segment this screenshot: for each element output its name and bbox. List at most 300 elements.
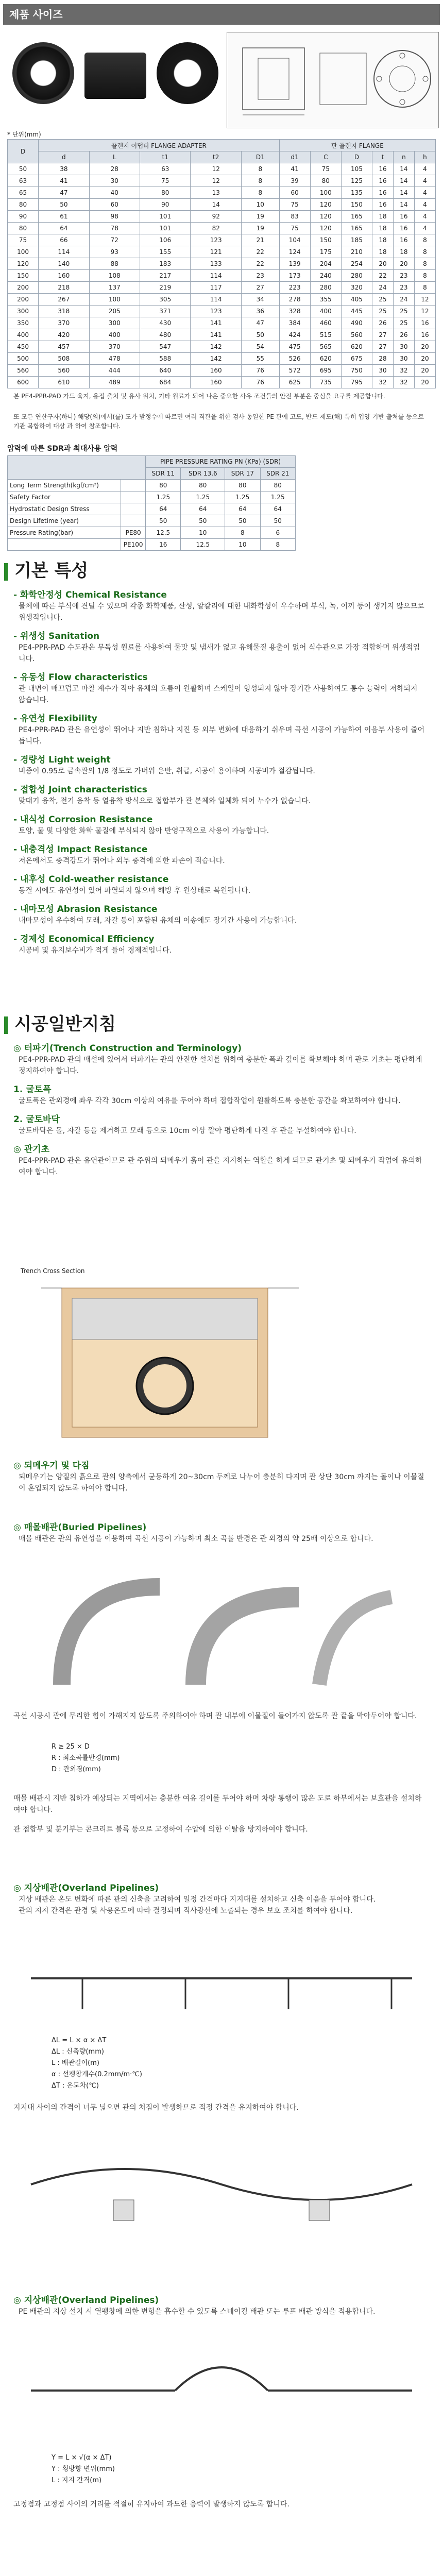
trench-cross-section-icon <box>21 1278 309 1443</box>
table-cell: 560 <box>341 329 372 341</box>
table-cell: 695 <box>310 365 341 377</box>
table-cell: 675 <box>341 353 372 365</box>
table-cell: 223 <box>279 282 310 294</box>
col-header: D1 <box>241 151 279 163</box>
table-cell: 50 <box>241 329 279 341</box>
table-row <box>8 175 436 187</box>
table-cell: 625 <box>279 377 310 388</box>
table-cell: 80 <box>310 175 341 187</box>
table-cell: 80 <box>181 480 225 492</box>
table-cell: 560 <box>8 365 39 377</box>
table-cell: 30 <box>372 365 394 377</box>
row-sub <box>121 492 146 503</box>
table-cell: 23 <box>241 270 279 282</box>
table-cell: 16 <box>146 539 181 551</box>
table-cell: 489 <box>89 377 140 388</box>
table-cell: 140 <box>39 258 89 270</box>
table-cell: 78 <box>89 223 140 234</box>
table-cell: 80 <box>146 480 181 492</box>
table-cell: 620 <box>341 341 372 353</box>
table-cell: 142 <box>191 353 241 365</box>
section-bar-icon <box>4 563 8 581</box>
table-cell: 12.5 <box>181 539 225 551</box>
table-row <box>8 341 436 353</box>
table-cell: 500 <box>8 353 39 365</box>
table-cell: 12.5 <box>146 527 181 539</box>
pressure-corner <box>8 456 146 480</box>
table-cell: 18 <box>372 246 394 258</box>
table-cell: 175 <box>310 246 341 258</box>
table-cell: 384 <box>279 317 310 329</box>
table-cell: 12 <box>191 175 241 187</box>
table-cell: 12 <box>191 163 241 175</box>
table-cell: 80 <box>140 187 191 199</box>
overland2-block: ◎ 지상배관(Overland Pipelines) PE 배관의 지상 설치 시 열팽창에 의한 변형을 흡수할 수 있도록 스네이킹 배관 또는 루프 배관 방식을 적용합니다. <box>13 2295 376 2316</box>
table-cell: 18 <box>393 246 414 258</box>
table-cell: 93 <box>89 246 140 258</box>
table-cell: 83 <box>279 211 310 223</box>
table-row <box>8 187 436 199</box>
table-cell: 450 <box>8 341 39 353</box>
table-cell: 14 <box>191 199 241 211</box>
table-cell: 50 <box>146 515 181 527</box>
table-cell: 173 <box>279 270 310 282</box>
buried-formula: R ≥ 25 × D R : 최소곡률반경(mm) D : 관외경(mm) <box>52 1743 120 1773</box>
table-cell: 64 <box>225 503 260 515</box>
table-cell: 305 <box>140 294 191 306</box>
table-cell: 55 <box>241 353 279 365</box>
table-cell: 200 <box>8 282 39 294</box>
feature-text: PE4-PPR-PAD 수도관은 무독성 원료를 사용하여 물맛 및 냄새가 없고 유해물질 용출이 없어 식수관으로 가장 적합하며 위생적입니다. <box>19 643 420 663</box>
table-cell: 23 <box>393 282 414 294</box>
table-cell: 18 <box>372 234 394 246</box>
table-cell: 20 <box>414 341 435 353</box>
table-cell: 80 <box>8 199 39 211</box>
table-cell: 47 <box>39 187 89 199</box>
table-cell: 28 <box>89 163 140 175</box>
row-sub <box>121 515 146 527</box>
table-cell: 60 <box>89 199 140 211</box>
table-cell: 16 <box>372 163 394 175</box>
table-cell: 41 <box>279 163 310 175</box>
table-cell: 14 <box>393 163 414 175</box>
table-cell: 50 <box>8 163 39 175</box>
table-row <box>8 492 296 503</box>
table-cell: 80 <box>260 480 295 492</box>
table-cell: 16 <box>393 234 414 246</box>
table-row <box>8 294 436 306</box>
overland2-diagram <box>21 2339 422 2442</box>
buried-p2: 곡선 시공시 관에 무리한 힘이 가해지지 않도록 주의하여야 하며 관 내부에 이물질이 들어가지 않도록 관 끝을 막아두어야 합니다. <box>13 1712 417 1720</box>
table-cell: 80 <box>225 480 260 492</box>
table-cell: 120 <box>310 199 341 211</box>
trench-diagram <box>21 1278 309 1443</box>
table-cell: 8 <box>241 187 279 199</box>
table-cell: 14 <box>393 175 414 187</box>
row-sub <box>121 480 146 492</box>
flange-adapter-image <box>12 42 74 104</box>
table-row <box>8 377 436 388</box>
feature-text: 맞대기 융착, 전기 융착 등 열융착 방식으로 접합부가 관 본체와 일체화 되어 누수가 없습니다. <box>19 797 311 805</box>
table-cell: 30 <box>89 175 140 187</box>
table-cell: 139 <box>279 258 310 270</box>
overland2-formula: Y = L × √(α × ΔT) Y : 횡방향 변위(mm) L : 지지 간격(m) <box>52 2454 115 2484</box>
table-cell: 640 <box>140 365 191 377</box>
table-cell: 21 <box>241 234 279 246</box>
table-cell: 64 <box>146 503 181 515</box>
table-cell: 105 <box>341 163 372 175</box>
table-cell: 795 <box>341 377 372 388</box>
section-bar-icon <box>4 1016 8 1034</box>
table-cell: 120 <box>8 258 39 270</box>
table-cell: 34 <box>241 294 279 306</box>
overland-block: ◎ 지상배관(Overland Pipelines) 지상 배관은 온도 변화에 따른 관의 신축을 고려하여 일정 간격마다 지지대를 설치하고 신축 이음을 두어야 합니다. 관의 지지 간격은 관경 및 사용온도에 따라 결정되며 직사광선에 노출되는 경우 보호 조치를 하여야 합니다. <box>13 1883 376 1915</box>
construction-text: PE4-PPR-PAD 관은 유연관이므로 관 주위의 되메우기 흙이 관을 지지하는 역할을 하게 되므로 관기초 및 되메우기 작업에 유의하여야 합니다. <box>19 1157 422 1176</box>
table-cell: 4 <box>414 211 435 223</box>
table-row <box>8 503 296 515</box>
col-header: n <box>393 151 414 163</box>
table-cell: 32 <box>372 377 394 388</box>
table-row <box>8 223 436 234</box>
table-cell: 490 <box>341 317 372 329</box>
table-row <box>8 270 436 282</box>
table-cell: 30 <box>393 341 414 353</box>
col-header: t2 <box>191 151 241 163</box>
table-cell: 19 <box>241 211 279 223</box>
table-cell: 217 <box>140 270 191 282</box>
table-row <box>8 234 436 246</box>
table-cell: 38 <box>39 163 89 175</box>
col-header: h <box>414 151 435 163</box>
table-cell: 204 <box>310 258 341 270</box>
table-cell: 320 <box>341 282 372 294</box>
table-row <box>8 306 436 317</box>
table-cell: 10 <box>241 199 279 211</box>
table-cell: 405 <box>341 294 372 306</box>
table-cell: 254 <box>341 258 372 270</box>
table-cell: 125 <box>341 175 372 187</box>
table-cell: 27 <box>372 341 394 353</box>
table-cell: 600 <box>8 377 39 388</box>
table-cell: 735 <box>310 377 341 388</box>
table-cell: 1.25 <box>225 492 260 503</box>
table-row <box>8 480 296 492</box>
table-cell: 160 <box>191 377 241 388</box>
table-cell: 4 <box>414 223 435 234</box>
table-cell: 165 <box>341 223 372 234</box>
table-cell: 16 <box>393 211 414 223</box>
table-cell: 80 <box>8 223 39 234</box>
table-cell: 8 <box>414 282 435 294</box>
table-cell: 32 <box>393 377 414 388</box>
dimension-drawing-icon <box>227 32 438 128</box>
table-cell: 480 <box>140 329 191 341</box>
size-table <box>7 139 436 388</box>
table-cell: 684 <box>140 377 191 388</box>
table-cell: 25 <box>393 306 414 317</box>
table-cell: 150 <box>310 234 341 246</box>
anchor-block <box>13 2571 425 2576</box>
table-cell: 160 <box>191 365 241 377</box>
backfill-block: ◎ 되메우기 및 다짐 되메우기는 양질의 흙으로 관의 양측에서 균등하게 20~30cm 두께로 나누어 충분히 다지며 관 상단 30cm 까지는 돌이나 이물질이 혼입되지 않도록 하여야 합니다. <box>13 1461 424 1493</box>
table-cell: 350 <box>8 317 39 329</box>
table-cell: 75 <box>279 223 310 234</box>
table-cell: 219 <box>140 282 191 294</box>
table-cell: 12 <box>414 294 435 306</box>
row-label: Hydrostatic Design Stress <box>8 503 121 515</box>
table-cell: 150 <box>341 199 372 211</box>
table-cell: 63 <box>140 163 191 175</box>
table-cell: 64 <box>260 503 295 515</box>
table-cell: 76 <box>241 365 279 377</box>
col-header: t1 <box>140 151 191 163</box>
row-label: Safety Factor <box>8 492 121 503</box>
pressure-col: SDR 17 <box>225 468 260 480</box>
table-cell: 123 <box>191 306 241 317</box>
table-cell: 160 <box>39 270 89 282</box>
table-cell: 92 <box>191 211 241 223</box>
loop-pipe-icon <box>21 2339 422 2442</box>
construction-heading: 1. 굴토폭 <box>13 1084 52 1095</box>
table-cell: 124 <box>279 246 310 258</box>
table-cell: 88 <box>89 258 140 270</box>
buried-pipe-images <box>41 1566 402 1700</box>
size-footnote: 본 PE4-PPR-PAD 가드 육지, 용접 출처 및 유사 위치, 기타 원료가 되어 나온 중요한 사유 조건들의 안전 부분은 중심을 요구를 제공합니다. <box>13 393 385 400</box>
table-cell: 36 <box>241 306 279 317</box>
col-header: D <box>341 151 372 163</box>
table-cell: 100 <box>89 294 140 306</box>
table-cell: 16 <box>414 329 435 341</box>
table-cell: 20 <box>414 377 435 388</box>
table-cell: 400 <box>310 306 341 317</box>
table-cell: 82 <box>191 223 241 234</box>
pressure-col: SDR 11 <box>146 468 181 480</box>
table-cell: 121 <box>191 246 241 258</box>
table-cell: 28 <box>372 353 394 365</box>
table-cell: 47 <box>241 317 279 329</box>
feature-heading: - 접합성 Joint characteristics <box>13 785 147 795</box>
table-cell: 355 <box>310 294 341 306</box>
table-cell: 135 <box>341 187 372 199</box>
overland-formula: ΔL = L × α × ΔT ΔL : 신축량(mm) L : 배관길이(m) α : 선팽창계수(0.2mm/m·℃) ΔT : 온도차(℃) <box>52 2037 142 2090</box>
table-cell: 400 <box>89 329 140 341</box>
table-cell: 41 <box>39 175 89 187</box>
construction-text: 굴토폭은 관외경에 좌우 각각 30cm 이상의 여유를 두어야 하며 접합작업이 원활하도록 충분한 공간을 확보하여야 합니다. <box>19 1097 401 1105</box>
table-cell: 430 <box>140 317 191 329</box>
row-label: Pressure Rating(bar) <box>8 527 121 539</box>
table-cell: 60 <box>279 187 310 199</box>
table-cell: 8 <box>241 163 279 175</box>
table-cell: 108 <box>89 270 140 282</box>
table-cell: 114 <box>191 294 241 306</box>
feature-text: 토양, 물 및 다양한 화학 물질에 부식되지 않아 반영구적으로 사용이 가능합니다. <box>19 827 269 835</box>
table-cell: 24 <box>372 282 394 294</box>
table-cell: 27 <box>241 282 279 294</box>
table-cell: 610 <box>39 377 89 388</box>
table-cell: 76 <box>241 377 279 388</box>
table-cell: 547 <box>140 341 191 353</box>
table-row <box>8 317 436 329</box>
construction-text: 굴토바닥은 돌, 자갈 등을 제거하고 모래 등으로 10cm 이상 깔아 평탄하게 다진 후 관을 부설하여야 합니다. <box>19 1127 356 1135</box>
table-cell: 20 <box>414 365 435 377</box>
table-cell: 123 <box>191 234 241 246</box>
table-cell: 445 <box>341 306 372 317</box>
table-cell: 133 <box>191 258 241 270</box>
feature-heading: - 내충격성 Impact Resistance <box>13 844 148 855</box>
feature-heading: - 화학안정성 Chemical Resistance <box>13 590 167 600</box>
table-cell: 63 <box>8 175 39 187</box>
feature-text: PE4-PPR-PAD 관은 유연성이 뛰어나 지반 침하나 지진 등 외부 변화에 대응하기 쉬우며 곡선 시공이 가능하여 이음부 사용이 줄어듭니다. <box>19 726 425 745</box>
table-cell: 16 <box>372 187 394 199</box>
table-cell: 526 <box>279 353 310 365</box>
table-cell: 424 <box>279 329 310 341</box>
buried-p4: 관 접합부 및 분기부는 콘크리트 블록 등으로 고정하여 수압에 의한 이탈을 방지하여야 합니다. <box>13 1825 308 1834</box>
table-cell: 50 <box>39 199 89 211</box>
construction-heading: ◎ 관기초 <box>13 1144 50 1155</box>
overland-diagram-2 <box>21 2138 422 2231</box>
trench-caption: Trench Cross Section <box>21 1267 85 1275</box>
table-cell: 475 <box>279 341 310 353</box>
table-cell: 98 <box>89 211 140 223</box>
table-cell: 100 <box>310 187 341 199</box>
feature-text: 시공비 및 유지보수비가 적게 들어 경제적입니다. <box>19 946 172 955</box>
table-cell: 200 <box>8 294 39 306</box>
table-cell: 141 <box>191 317 241 329</box>
table-cell: 185 <box>341 234 372 246</box>
table-cell: 20 <box>414 353 435 365</box>
table-row <box>8 246 436 258</box>
table-cell: 4 <box>414 175 435 187</box>
table-cell: 18 <box>372 211 394 223</box>
pressure-table <box>7 455 296 551</box>
table-cell: 40 <box>89 187 140 199</box>
construction-title: 시공일반지침 <box>4 1010 116 1035</box>
feature-heading: - 경량성 Light weight <box>13 755 111 765</box>
row-sub: PE100 <box>121 539 146 551</box>
construction-heading: 2. 굴토바닥 <box>13 1114 60 1125</box>
table-cell: 26 <box>372 317 394 329</box>
table-cell: 101 <box>140 211 191 223</box>
table-cell: 54 <box>241 341 279 353</box>
feature-text: 저온에서도 충격강도가 뛰어나 외부 충격에 의한 파손이 적습니다. <box>19 857 225 865</box>
table-cell: 50 <box>260 515 295 527</box>
table-cell: 90 <box>140 199 191 211</box>
col-header: C <box>310 151 341 163</box>
feature-heading: - 내식성 Corrosion Resistance <box>13 815 153 825</box>
table-cell: 1.25 <box>146 492 181 503</box>
feature-heading: - 내후성 Cold-weather resistance <box>13 874 169 885</box>
features-list <box>13 582 425 956</box>
feature-text: 비중이 0.95로 금속관의 1/8 정도로 가벼워 운반, 취급, 시공이 용이하며 시공비가 절감됩니다. <box>19 767 315 775</box>
table-cell: 4 <box>414 187 435 199</box>
table-cell: 25 <box>393 317 414 329</box>
table-cell: 22 <box>241 246 279 258</box>
overland-p3: 지지대 사이의 간격이 너무 넓으면 관의 처짐이 발생하므로 적정 간격을 유지하여야 합니다. <box>13 2104 299 2112</box>
table-row <box>8 329 436 341</box>
feature-text: 관 내면이 매끄럽고 마찰 계수가 작아 유체의 흐름이 원활하며 스케일이 형성되지 않아 장기간 사용하여도 통수 능력이 저하되지 않습니다. <box>19 685 418 704</box>
table-cell: 25 <box>372 306 394 317</box>
overland2-p2: 고정점과 고정점 사이의 거리를 적절히 유지하여 과도한 응력이 발생하지 않도록 합니다. <box>13 2500 289 2509</box>
col-header: d1 <box>279 151 310 163</box>
row-sub: PE80 <box>121 527 146 539</box>
table-cell: 104 <box>279 234 310 246</box>
table-cell: 444 <box>89 365 140 377</box>
table-cell: 66 <box>39 234 89 246</box>
table-cell: 25 <box>372 294 394 306</box>
table-cell: 14 <box>393 187 414 199</box>
table-cell: 515 <box>310 329 341 341</box>
row-sub <box>121 503 146 515</box>
table-cell: 150 <box>8 270 39 282</box>
table-cell: 370 <box>39 317 89 329</box>
row-label: Design Lifetime (year) <box>8 515 121 527</box>
table-cell: 240 <box>310 270 341 282</box>
table-cell: 27 <box>372 329 394 341</box>
table-cell: 19 <box>241 223 279 234</box>
table-cell: 165 <box>341 211 372 223</box>
table-cell: 22 <box>372 270 394 282</box>
table-cell: 142 <box>191 341 241 353</box>
table-cell: 117 <box>191 282 241 294</box>
table-cell: 14 <box>393 199 414 211</box>
table-cell: 8 <box>414 234 435 246</box>
table-cell: 420 <box>39 329 89 341</box>
table-cell: 278 <box>279 294 310 306</box>
table-cell: 141 <box>191 329 241 341</box>
table-cell: 1.25 <box>181 492 225 503</box>
table-cell: 4 <box>414 163 435 175</box>
unit-note: * 단위(mm) <box>7 131 41 138</box>
table-cell: 16 <box>414 317 435 329</box>
table-cell: 565 <box>310 341 341 353</box>
feature-heading: - 내마모성 Abrasion Resistance <box>13 904 158 914</box>
feature-text: 동결 시에도 유연성이 있어 파열되지 않으며 해빙 후 원상태로 복원됩니다. <box>19 887 251 895</box>
row-label: Long Term Strength(kgf/cm²) <box>8 480 121 492</box>
table-row <box>8 163 436 175</box>
table-cell: 183 <box>140 258 191 270</box>
table-cell: 155 <box>140 246 191 258</box>
table-row <box>8 527 296 539</box>
table-cell: 370 <box>89 341 140 353</box>
table-cell: 75 <box>310 163 341 175</box>
table-cell: 8 <box>260 539 295 551</box>
buried-p3: 매몰 배관시 지반 침하가 예상되는 지역에서는 충분한 여유 길이를 두어야 하며 차량 통행이 많은 도로 하부에서는 보호관을 설치하여야 합니다. <box>13 1794 422 1814</box>
pressure-col: SDR 13.6 <box>181 468 225 480</box>
table-cell: 20 <box>393 258 414 270</box>
row-label <box>8 539 121 551</box>
table-cell: 24 <box>393 294 414 306</box>
table-cell: 16 <box>372 199 394 211</box>
table-cell: 120 <box>310 211 341 223</box>
table-cell: 267 <box>39 294 89 306</box>
table-cell: 10 <box>225 539 260 551</box>
table-cell: 218 <box>39 282 89 294</box>
table-cell: 8 <box>241 175 279 187</box>
table-cell: 508 <box>39 353 89 365</box>
features-title: 기본 특성 <box>4 556 88 582</box>
table-cell: 588 <box>140 353 191 365</box>
table-cell: 371 <box>140 306 191 317</box>
table-cell: 106 <box>140 234 191 246</box>
curved-pipe-icon <box>41 1566 402 1700</box>
table-cell: 137 <box>89 282 140 294</box>
table-cell: 10 <box>181 527 225 539</box>
feature-text: 물체에 따른 부식에 견딜 수 있으며 각종 화학제품, 산성, 알칼리에 대한 내화학성이 우수하며 부식, 녹, 이끼 등이 생기지 않으므로 위생적입니다. <box>19 602 424 622</box>
adapter-side-image <box>84 53 146 99</box>
construction-text: PE4-PPR-PAD 관의 매설에 있어서 터파기는 관의 안전한 설치를 위하여 충분한 폭과 깊이를 확보해야 하며 관로 기초는 평탄하게 정지하여야 합니다. <box>19 1056 422 1075</box>
table-cell: 65 <box>8 187 39 199</box>
table-cell: 20 <box>372 258 394 270</box>
